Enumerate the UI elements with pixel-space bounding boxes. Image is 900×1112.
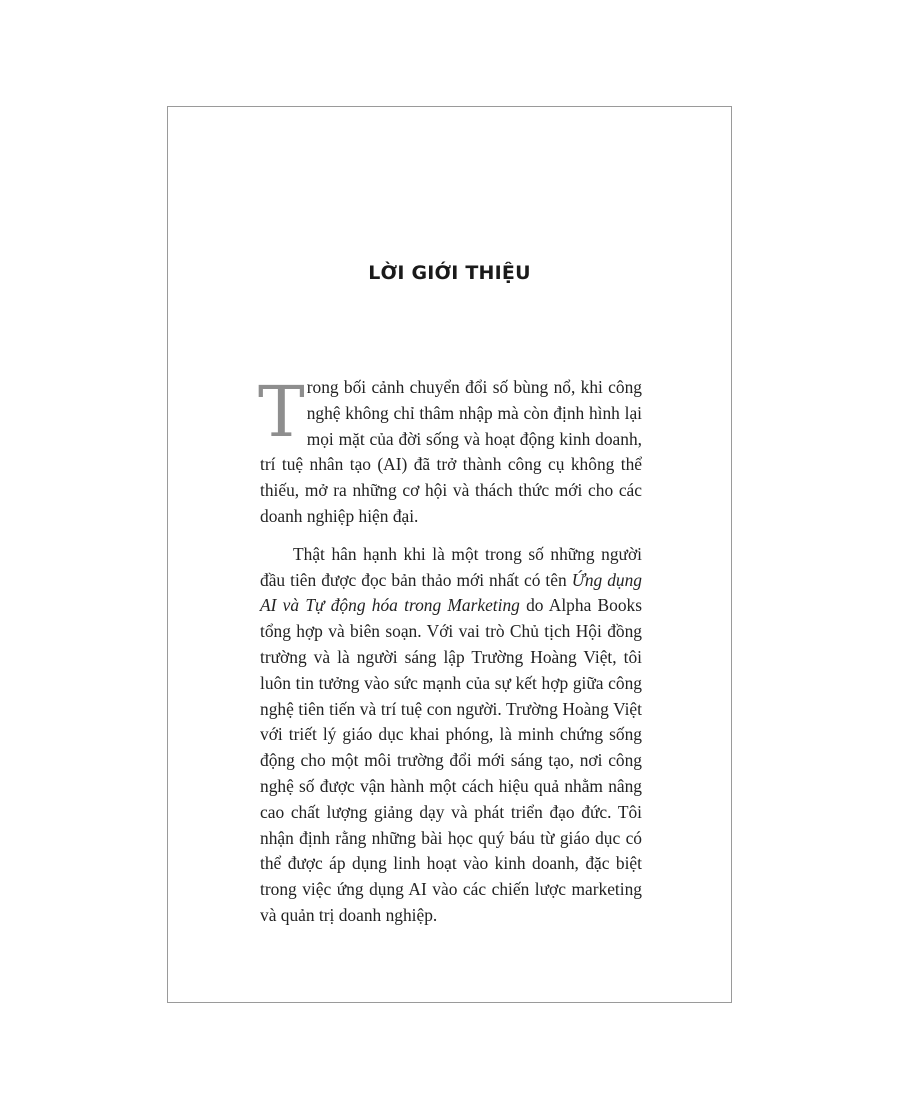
second-paragraph-text-after: do Alpha Books tổng hợp và biên soạn. Với vai trò Chủ tịch Hội đồng trường và là người sáng lập Trường Hoàng Việt, tôi luôn tin tưởng vào sức mạnh của sự kết hợp giữa công nghệ tiên tiến và trí tuệ con người. Trường Hoàng Việt với triết lý giáo dục khai phóng, là minh chứng sống động cho một môi trường đổi mới sáng tạo, nơi công nghệ số được vận hành một cách hiệu quả nhằm nâng cao chất lượng giảng dạy và phát triển đạo đức. Tôi nhận định rằng những bài học quý báu từ giáo dục có thể được áp dụng linh hoạt vào kinh doanh, đặc biệt trong việc ứng dụng AI vào các chiến lược marketing và quản trị doanh nghiệp.: [260, 595, 642, 925]
drop-cap: T: [258, 371, 305, 453]
book-title: Ứng dụng AI và Tự động hóa trong Marketing: [260, 569, 643, 616]
second-paragraph-text-before: Thật hân hạnh khi là một trong số những người đầu tiên được đọc bản thảo mới nhất có tên: [260, 543, 642, 590]
intro-paragraph: [258, 371, 642, 530]
book-page: [167, 106, 732, 1003]
body-text: [258, 371, 643, 929]
second-paragraph: [260, 542, 642, 929]
chapter-title: LỜI GIỚI THIỆU: [368, 262, 531, 284]
intro-paragraph-text: rong bối cảnh chuyển đổi số bùng nổ, khi công nghệ không chỉ thâm nhập mà còn định hình lại mọi mặt của đời sống và hoạt động kinh doanh, trí tuệ nhân tạo (AI) đã trở thành công cụ không thể thiếu, mở ra những cơ hội và thách thức mới cho các doanh nghiệp hiện đại.: [260, 377, 642, 526]
